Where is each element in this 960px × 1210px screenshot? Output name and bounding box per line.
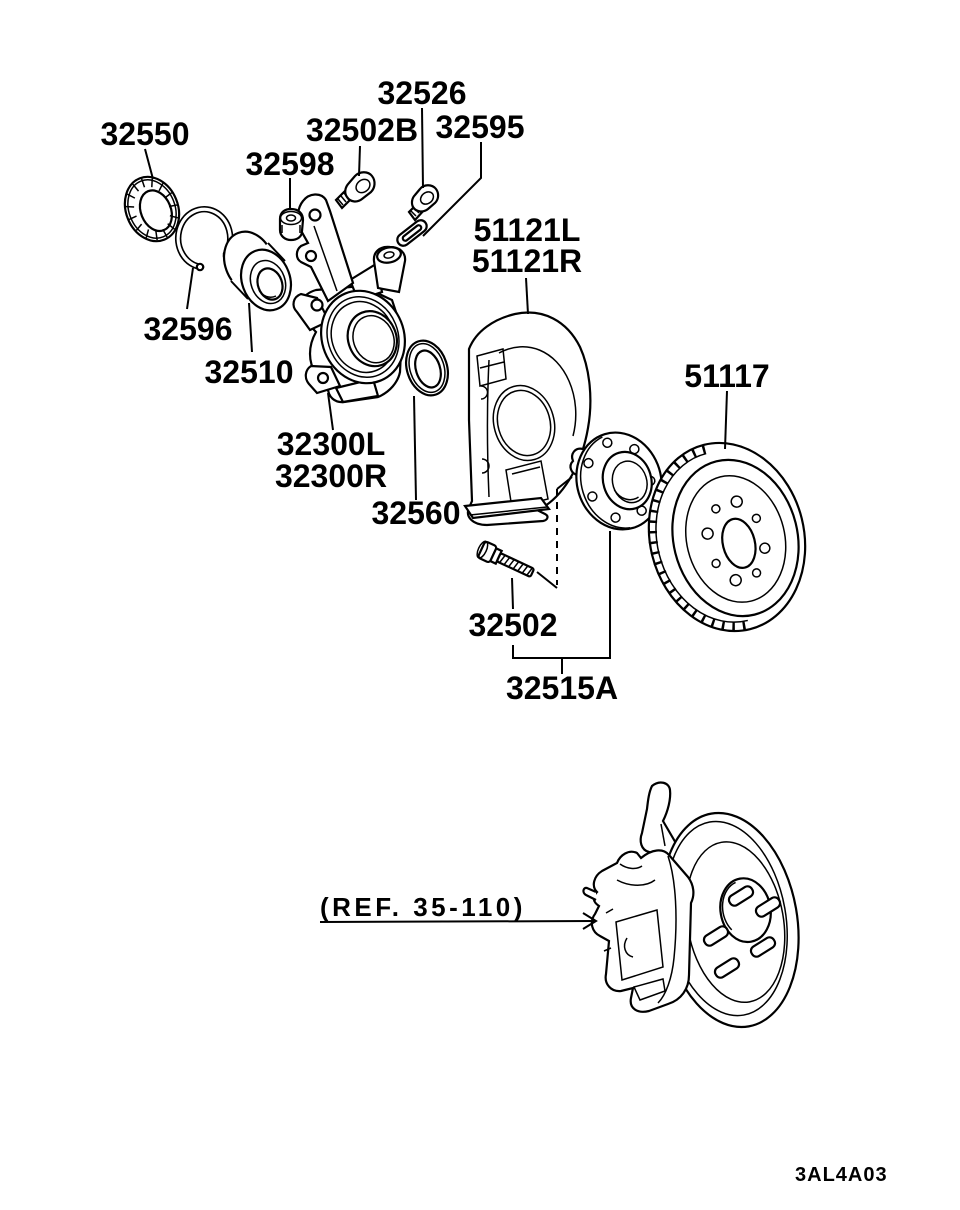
bolt-32502b-drawing xyxy=(336,172,375,208)
leader-32596 xyxy=(187,268,193,309)
callout-32596: 32596 xyxy=(143,311,233,347)
callout-32502: 32502 xyxy=(468,607,558,643)
wheel-stud-drawing xyxy=(475,540,536,581)
reference-note: (REF. 35-110) xyxy=(320,892,526,922)
leader-51121 xyxy=(526,278,528,314)
callout-51117: 51117 xyxy=(684,358,770,394)
leader-32526 xyxy=(422,108,423,188)
leader-32502b xyxy=(359,146,360,176)
bracket-32515a xyxy=(513,531,610,674)
cam-bolt-drawing xyxy=(409,185,438,220)
callout-32300l: 32300L xyxy=(276,426,386,462)
callout-32598: 32598 xyxy=(245,146,335,182)
cam-washer-drawing xyxy=(395,218,429,248)
callout-32526: 32526 xyxy=(377,75,467,111)
leader-32560 xyxy=(414,396,416,500)
snap-ring-drawing xyxy=(178,209,230,270)
drawing-code: 3AL4A03 xyxy=(795,1164,888,1186)
steering-knuckle-drawing xyxy=(294,194,419,402)
lock-nut-drawing xyxy=(280,209,303,240)
brake-disc-drawing xyxy=(629,426,824,648)
stud-axis-tick-bottom xyxy=(537,572,557,588)
callout-32300r: 32300R xyxy=(274,458,388,494)
callout-32550: 32550 xyxy=(100,116,190,152)
callout-51121r: 51121R xyxy=(471,243,583,279)
leader-32510 xyxy=(249,303,252,352)
assembled-brake-assembly xyxy=(583,783,814,1038)
brake-dust-shield-drawing xyxy=(465,313,590,525)
assembled-caliper xyxy=(583,850,693,1011)
outer-oil-seal-drawing xyxy=(399,335,454,401)
callout-32595: 32595 xyxy=(435,109,525,145)
callout-51121l: 51121L xyxy=(473,212,581,248)
leader-51117 xyxy=(725,391,727,449)
leader-32550 xyxy=(145,149,153,179)
callout-32502b: 32502B xyxy=(305,112,419,148)
leader-32502 xyxy=(512,578,513,609)
callout-32560: 32560 xyxy=(371,495,461,531)
callout-32510: 32510 xyxy=(204,354,294,390)
callout-32515a: 32515A xyxy=(505,670,619,706)
